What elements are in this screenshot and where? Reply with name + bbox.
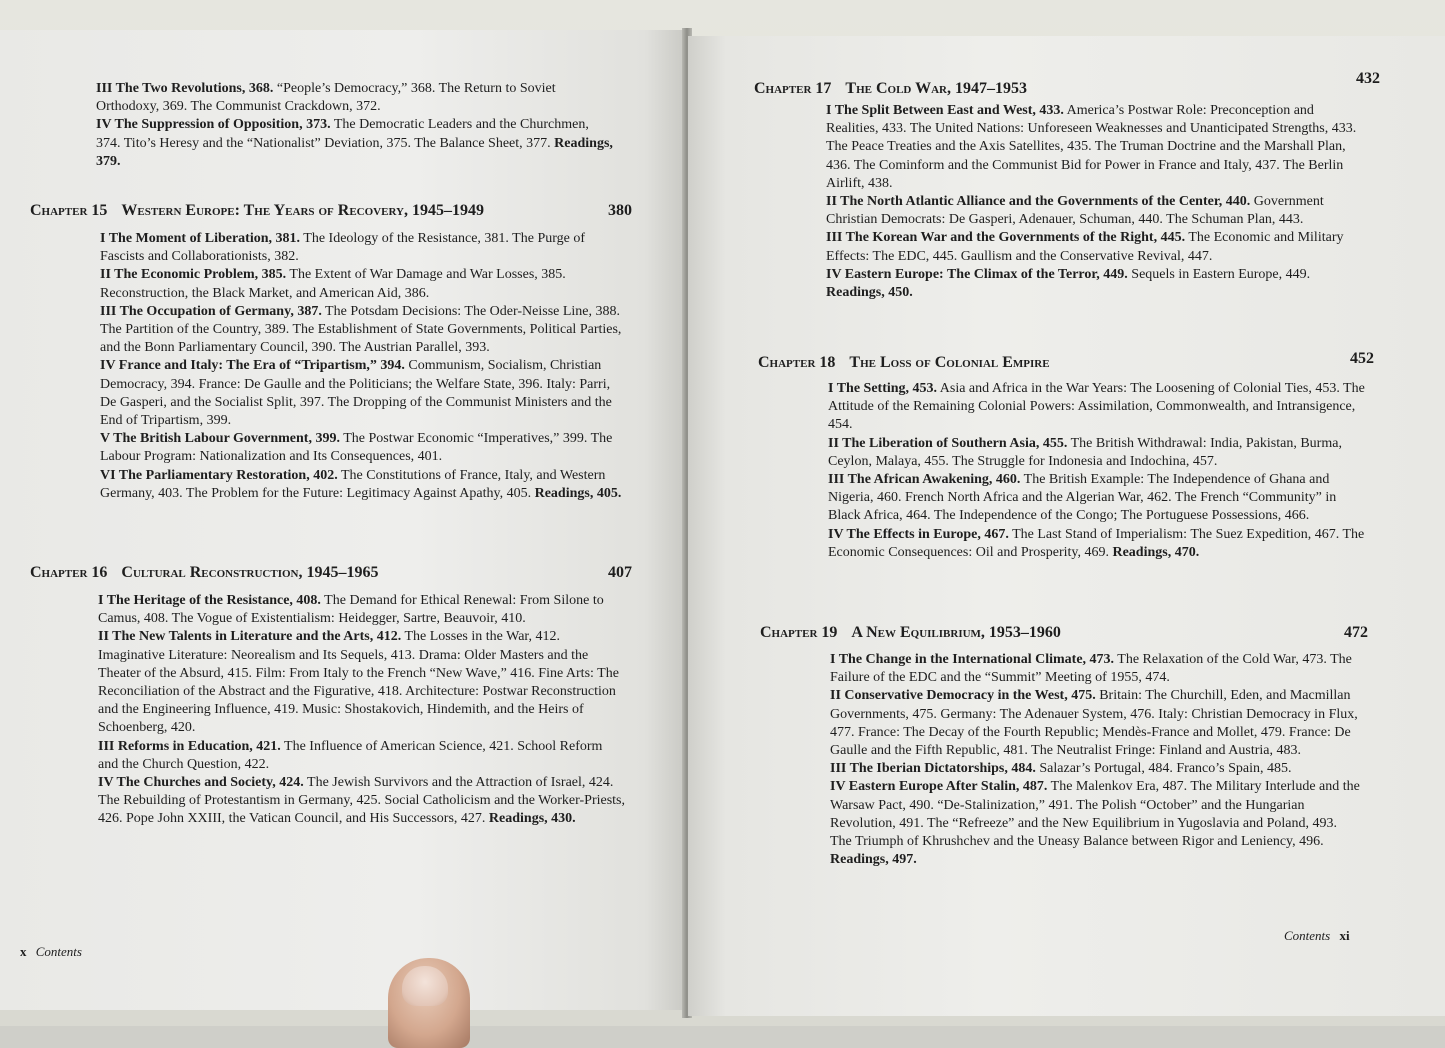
toc-section: III The Two Revolutions, 368. “People’s Democracy,” 368. The Return to Soviet Orthodoxy, 369. The Communist Crackdown, 372. [96,81,556,115]
chapter-16-heading [30,564,632,582]
chapter-label: Chapter 15 [30,202,108,219]
chapter-19-heading [760,624,1368,642]
chapter-label: Chapter 17 [754,80,832,97]
chapter-title: Western Europe: The Years of Recovery, 1945–1949 [121,202,484,219]
toc-section: VI The Parliamentary Restoration, 402. The Constitutions of France, Italy, and Western Germany, 403. The Problem for the Future: Legitimacy Against Apathy, 405. Readings, 405. [100,467,622,501]
chapter-18-sections [828,380,1368,562]
folio-number: x [20,944,27,959]
toc-section: IV The Churches and Society, 424. The Jewish Survivors and the Attraction of Israel, 424. The Rebuilding of Protestantism in Germany, 425. Social Catholicism and the Worker-Priests, 426. Pope John XXIII, the Vatican Council, and His Successors, 427. Readings, 430. [98,775,626,827]
toc-section: III Reforms in Education, 421. The Influence of American Science, 421. School Reform and the Church Question, 422. [98,738,603,772]
folio-label: Contents [1284,928,1331,943]
chapter-title: Cultural Reconstruction, 1945–1965 [121,564,379,581]
chapter-17-sections [826,102,1366,302]
toc-section: IV Eastern Europe: The Climax of the Terror, 449. Sequels in Eastern Europe, 449. Readings, 450. [826,266,1311,301]
right-footer [1284,928,1356,944]
toc-section: II The Economic Problem, 385. The Extent of War Damage and War Losses, 385. Reconstruction, the Black Market, and American Aid, 386. [100,267,566,301]
chapter-page-number: 407 [608,564,632,581]
toc-section: IV The Suppression of Opposition, 373. The Democratic Leaders and the Churchmen, 374. Tito’s Heresy and the “Nationalist” Deviation, 375. The Balance Sheet, 377. Readings, 379. [96,117,613,169]
chapter-title: The Loss of Colonial Empire [849,354,1050,371]
toc-section: I The Setting, 453. Asia and Africa in the War Years: The Loosening of Colonial Ties, 453. The Attitude of the Remaining Colonial Powers: Assimilation, Commonwealth, and Intransigence, 454. [828,381,1365,433]
left-continuation [96,80,616,171]
folio-number: xi [1339,928,1350,943]
chapter-page-number: 380 [608,202,632,219]
toc-section: III The Korean War and the Governments of the Right, 445. The Economic and Military Effects: The EDC, 445. Gaullism and the Conservative Revival, 447. [826,230,1344,264]
chapter-15-sections [100,230,622,503]
chapter-title: The Cold War, 1947–1953 [845,80,1027,97]
toc-section: II The New Talents in Literature and the Arts, 412. The Losses in the War, 412. Imaginative Literature: Neorealism and Its Sequels, 413. Drama: Older Masters and the Theater of the Absurd, 415. Film: From Italy to the French “New Wave,” 416. Fine Arts: The Reconciliation of the Abstract and the Figurative, 418. Architecture: Postwar Reconstruction and the Engineering Influence, 419. Music: Shostakovich, Hindemith, and the Heirs of Schoenberg, 420. [98,629,619,736]
chapter-page-number: 432 [1356,70,1380,87]
toc-section: I The Heritage of the Resistance, 408. The Demand for Ethical Renewal: From Silone to Camus, 408. The Vogue of Existentialism: Heidegger, Sartre, Beauvoir, 410. [98,593,604,627]
chapter-label: Chapter 18 [758,354,836,371]
folio-label: Contents [35,944,82,959]
toc-section: III The Occupation of Germany, 387. The Potsdam Decisions: The Oder-Neisse Line, 388. The Partition of the Country, 389. The Establishment of State Governments, Political Parties, and the Bonn Parliamentary Council, 390. The Austrian Parallel, 393. [100,303,622,356]
toc-section: II Conservative Democracy in the West, 475. Britain: The Churchill, Eden, and Macmillan Governments, 475. Germany: The Adenauer System, 476. Italy: Christian Democracy in Flux, 477. France: The Decay of the Fourth Republic; Mendès-France and Mollet, 479. France: De Gaulle and the Fifth Republic, 481. The Neutralist Fringe: Finland and Austria, 483. [830,688,1358,759]
toc-section: V The British Labour Government, 399. The Postwar Economic “Imperatives,” 399. The Labour Program: Nationalization and Its Consequences, 401. [100,431,613,465]
toc-section: IV France and Italy: The Era of “Tripartism,” 394. Communism, Socialism, Christian Democracy, 394. France: De Gaulle and the Politicians; the Welfare State, 396. Italy: Parri, De Gasperi, and the Socialist Split, 397. The Dropping of the Communist Ministers and the End of Tripartism, 399. [100,358,612,429]
left-page [0,30,686,1010]
chapter-15-heading [30,202,632,220]
chapter-page-number: 472 [1344,624,1368,641]
toc-section: I The Split Between East and West, 433. America’s Postwar Role: Preconception and Realities, 433. The United Nations: Unforeseen Weaknesses and Unanticipated Strengths, 433. The Peace Treaties and the Axis Satellites, 435. The Truman Doctrine and the Marshall Plan, 436. The Cominform and the Communist Bid for Power in France and Italy, 437. The Berlin Airlift, 438. [826,103,1357,191]
left-footer [14,944,82,960]
chapter-page-number: 452 [1350,350,1374,367]
toc-section: III The African Awakening, 460. The British Example: The Independence of Ghana and Nigeria, 460. French North Africa and the Algerian War, 462. The French “Community” in Black Africa, 464. The Independence of the Congo; The Portuguese Possessions, 466. [828,472,1337,524]
chapter-title: A New Equilibrium, 1953–1960 [851,624,1061,641]
toc-section: IV The Effects in Europe, 467. The Last Stand of Imperialism: The Suez Expedition, 467. The Economic Consequences: Oil and Prosperity, 469. Readings, 470. [828,526,1365,560]
toc-section: III The Iberian Dictatorships, 484. Salazar’s Portugal, 484. Franco’s Spain, 485. [830,761,1292,777]
toc-section: I The Moment of Liberation, 381. The Ideology of the Resistance, 381. The Purge of Fascists and Collaborationists, 382. [100,231,586,265]
chapter-16-sections [98,592,626,829]
chapter-label: Chapter 16 [30,564,108,581]
toc-section: II The Liberation of Southern Asia, 455. The British Withdrawal: India, Pakistan, Burma, Ceylon, Malaya, 455. The Struggle for Indonesia and Indochina, 457. [828,435,1342,469]
thumbnail-nail-image [402,966,448,1006]
chapter-19-sections [830,651,1360,869]
toc-section: I The Change in the International Climate, 473. The Relaxation of the Cold War, 473. The Failure of the EDC and the “Summit” Meeting of 1955, 474. [830,652,1352,686]
toc-section: II The North Atlantic Alliance and the Governments of the Center, 440. Government Christian Democrats: De Gasperi, Adenauer, Schuman, 440. The Schuman Plan, 443. [826,194,1324,228]
chapter-17-heading [754,70,1380,98]
toc-section: IV Eastern Europe After Stalin, 487. The Malenkov Era, 487. The Military Interlude and the Warsaw Pact, 490. “De-Stalinization,” 491. The Polish “October” and the Hungarian Revolution, 491. The “Refreeze” and the New Equilibrium in Yugoslavia and Poland, 493. The Triumph of Khrushchev and the Uneasy Balance between Rigor and Leniency, 496. Readings, 497. [830,779,1360,868]
chapter-label: Chapter 19 [760,624,838,641]
chapter-18-heading [758,350,1374,372]
